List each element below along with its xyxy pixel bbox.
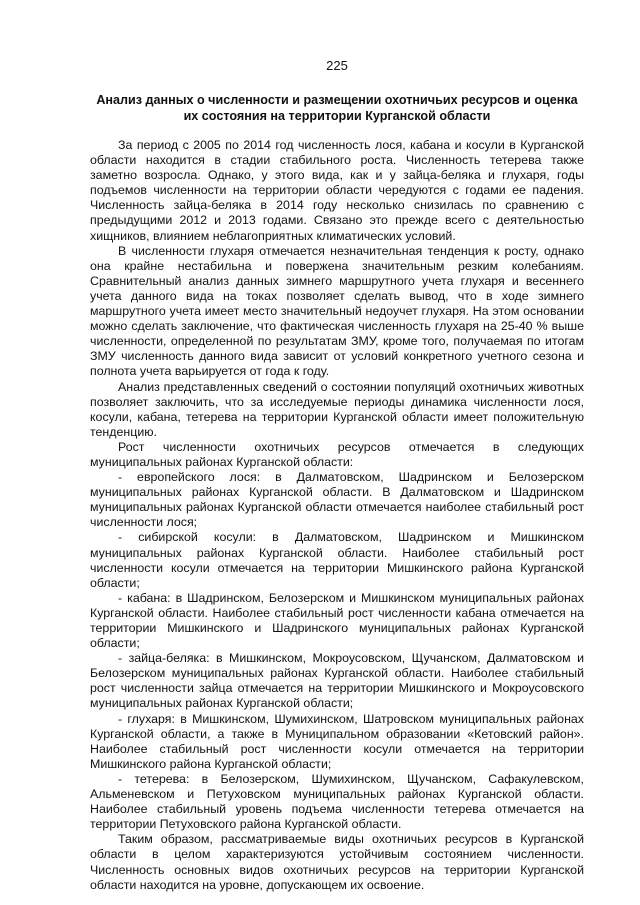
document-title: Анализ данных о численности и размещении охотничьих ресурсов и оценка их состояния на территории Курганской области: [96, 93, 578, 123]
list-item-hare: - зайца-беляка: в Мишкинском, Мокроусовском, Щучанском, Далматовском и Белозерском муниципальных районах Курганской области. Наиболее стабильный рост численности зайца отмечается на территории Мишкинского и Мокроусовского муниципальных районах Курганской области;: [90, 651, 584, 711]
list-item-roe-deer: - сибирской косули: в Далматовском, Шадринском и Мишкинском муниципальных районах Курганской области. Наиболее стабильный рост численности косули отмечается на территории Мишкинского района Курганской области;: [90, 530, 584, 590]
paragraph-population-trends: За период с 2005 по 2014 год численность лося, кабана и косули в Курганской области находится в стадии стабильного роста. Численность тетерева также заметно возросла. Однако, у этого вида, как и у зайца-беляка и глухаря, годы подъемов численности на территории области чередуются с годами ее падения. Численность зайца-беляка в 2014 году несколько снизилась по сравнению с предыдущими 2012 и 2013 годами. Связано это прежде всего с деятельностью хищников, влиянием неблагоприятных климатических условий.: [90, 138, 584, 243]
document-page: [90, 58, 584, 893]
page-number: 225: [326, 58, 348, 73]
paragraph-growth-intro: Рост численности охотничьих ресурсов отмечается в следующих муниципальных районах Курганской области:: [90, 439, 584, 469]
list-item-elk: - европейского лося: в Далматовском, Шадринском и Белозерском муниципальных районах Курганской области. В Далматовском и Шадринском муниципальных районах Курганской области отмечается наиболее стабильный рост численности лося;: [90, 470, 584, 530]
paragraph-capercaillie: В численности глухаря отмечается незначительная тенденция к росту, однако она крайне нестабильна и повержена значительным резким колебаниям. Сравнительный анализ данных зимнего маршрутного учета глухаря и весеннего учета данного вида на токах позволяет сделать вывод, что в ходе зимнего маршрутного учета имеет место значительный недоучет глухаря. На этом основании можно сделать заключение, что фактическая численность глухаря на 25-40 % выше численности, определенной по результатам ЗМУ, кроме того, получаемая по итогам ЗМУ численность данного вида зависит от условий конкретного учетного сезона и полнота учета варьируется от года к году.: [90, 243, 584, 379]
paragraph-final-conclusion: Таким образом, рассматриваемые виды охотничьих ресурсов в Курганской области в целом характеризуются устойчивым состоянием численности. Численность основных видов охотничьих ресурсов на территории Курганской области находится на уровне, допускающем их освоение.: [90, 832, 584, 892]
list-item-capercaillie: - глухаря: в Мишкинском, Шумихинском, Шатровском муниципальных районах Курганской области, а также в Муниципальном образовании «Кетовский район». Наиболее стабильный рост численности косули отмечается на территории Мишкинского района Курганской области;: [90, 711, 584, 771]
list-item-black-grouse: - тетерева: в Белозерском, Шумихинском, Щучанском, Сафакулевском, Альменевском и Петуховском муниципальных районах Курганской области. Наиболее стабильный уровень подъема численности тетерева отмечается на территории Петуховского района Курганской области.: [90, 771, 584, 832]
paragraph-analysis-conclusion: Анализ представленных сведений о состоянии популяций охотничьих животных позволяет заключить, что за исследуемые периоды динамика численности лося, косули, кабана, тетерева на территории Курганской области имеет положительную тенденцию.: [90, 379, 584, 439]
list-item-boar: - кабана: в Шадринском, Белозерском и Мишкинском муниципальных районах Курганской области. Наиболее стабильный рост численности кабана отмечается на территории Мишкинского и Шадринского муниципальных районах Курганской области;: [90, 590, 584, 651]
